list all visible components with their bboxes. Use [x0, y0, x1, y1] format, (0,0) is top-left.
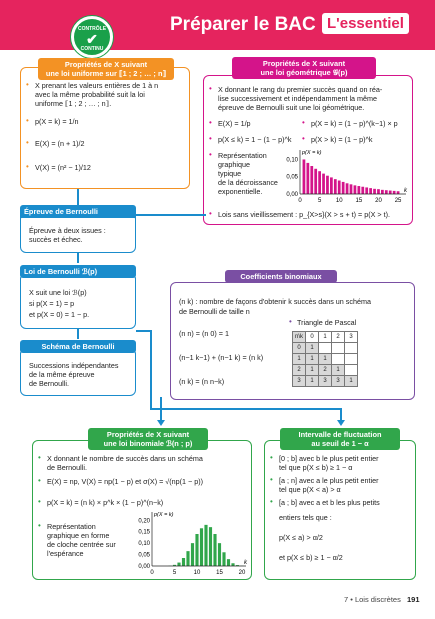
- pascal-cell: 1: [306, 365, 319, 376]
- pascal-cell: 2: [319, 365, 332, 376]
- page-number: 191: [407, 595, 420, 604]
- geo-line1: X donnant le rang du premier succès quand on réa-: [218, 85, 383, 94]
- badge-top-text: CONTRÔLE: [77, 26, 107, 32]
- coef-f3: (n k) = (n n−k): [179, 377, 225, 386]
- schema-box: [20, 348, 136, 396]
- chart-bar: [346, 183, 349, 194]
- y-tick-label: 0,10: [286, 157, 298, 164]
- coef-heading: Coefficients binomiaux: [225, 270, 337, 283]
- binom-box: • X donnant le nombre de succès dans un schéma de Bernoulli. • E(X) = np, V(X) = np(1 − p) et σ(X) = √(np(1 − p)) • p(X = k) = (n k) × p^k × (1 − p)^(n−k) • Représentation graphique en forme de cloche centrée sur l'espérance: [32, 440, 252, 580]
- pascal-cell: 0: [293, 343, 306, 354]
- chart-bar: [377, 189, 380, 194]
- chart-bar: [397, 191, 400, 194]
- geo-r4: de la décroissance: [218, 178, 278, 187]
- pascal-cell: 1: [306, 343, 319, 354]
- page-title: Préparer le BAC: [170, 14, 316, 35]
- binom-heading: Propriétés de X suivant une loi binomiale ℬ(n ; p): [88, 428, 208, 450]
- chart-bar: [195, 534, 198, 566]
- fluct-line1: [0 ; b] avec b le plus petit entier: [279, 454, 379, 463]
- connector: [136, 330, 152, 332]
- y-tick-label: 0,00: [286, 192, 298, 198]
- chart-bar: [231, 563, 234, 566]
- geo-r3: typique: [218, 169, 242, 178]
- chart-bar: [361, 187, 364, 194]
- chart-bar: [318, 171, 321, 194]
- pascal-cell: 3: [319, 376, 332, 387]
- chart-bar: [381, 190, 384, 194]
- binom-line2: de Bernoulli.: [47, 463, 87, 472]
- x-tick-label: 15: [355, 198, 363, 204]
- chart-bar: [334, 179, 337, 194]
- loib-line3: et p(X = 0) = 1 − p.: [29, 310, 90, 319]
- chart-bar: [303, 159, 306, 194]
- epreuve-heading: Épreuve de Bernoulli: [20, 205, 136, 218]
- pascal-cell: 3: [293, 376, 306, 387]
- coef-line1: (n k) : nombre de façons d'obtenir k succès dans un schéma: [179, 297, 371, 306]
- pascal-cell: 1: [345, 376, 358, 387]
- pascal-cell: 2: [332, 332, 345, 343]
- coef-f1: (n n) = (n 0) = 1: [179, 329, 229, 338]
- chart-bar: [357, 186, 360, 194]
- pascal-table: [292, 331, 358, 387]
- y-axis-label: p(X = k): [154, 512, 174, 518]
- pascal-title: Triangle de Pascal: [297, 318, 357, 327]
- coef-box: (n k) : nombre de façons d'obtenir k succès dans un schéma de Bernoulli de taille n (n n) = (n 0) = 1 (n−1 k−1) + (n−1 k) = (n k) (n k) = (n n−k) • Triangle de Pascal: [170, 282, 415, 400]
- binom-r4: l'espérance: [47, 549, 84, 558]
- controle-continu-badge: [71, 16, 113, 58]
- pascal-cell: 3: [332, 376, 345, 387]
- chart-bar: [213, 534, 216, 566]
- schema-heading: Schéma de Bernoulli: [20, 340, 136, 353]
- loib-line2: si p(X = 1) = p: [29, 299, 75, 308]
- x-tick-label: 20: [375, 198, 382, 204]
- geo-r2: graphique: [218, 160, 250, 169]
- schema-line3: de Bernoulli.: [29, 379, 69, 388]
- connector: [77, 329, 79, 339]
- geo-r1: Représentation: [218, 151, 267, 160]
- pascal-cell: 1: [306, 376, 319, 387]
- arrow-down-icon: [157, 420, 165, 426]
- x-tick-label: 25: [394, 198, 402, 204]
- y-tick-label: 0,20: [138, 518, 150, 525]
- x-axis-label: k: [404, 188, 407, 194]
- chart-bar: [222, 552, 225, 566]
- fluct-line4: tel que p(X < a) > α: [279, 485, 341, 494]
- chart-bar: [342, 182, 345, 194]
- epreuve-box: [20, 213, 136, 253]
- chart-bar: [393, 191, 396, 194]
- uniforme-line3: uniforme ⟦1 ; 2 ; … ; n⟧.: [35, 99, 112, 108]
- chart-bar: [322, 174, 325, 194]
- pascal-cell: 0: [306, 332, 319, 343]
- y-tick-label: 0,05: [286, 174, 298, 181]
- y-tick-label: 0,15: [138, 529, 150, 536]
- fluct-line7: p(X ≤ a) > α/2: [279, 533, 323, 542]
- x-tick-label: 0: [150, 570, 154, 576]
- fluct-line5: [a ; b] avec a et b les plus petits: [279, 498, 380, 507]
- loib-line1: X suit une loi ℬ(p): [29, 288, 87, 297]
- x-tick-label: 10: [193, 570, 201, 576]
- chart-bar: [177, 563, 180, 566]
- binom-e: E(X) = np, V(X) = np(1 − p) et σ(X) = √(np(1 − p)): [47, 477, 203, 486]
- coef-f2: (n−1 k−1) + (n−1 k) = (n k): [179, 353, 264, 362]
- chart-bar: [338, 181, 341, 194]
- chapter-label: 7 • Lois discrètes: [344, 595, 401, 604]
- uniforme-v: V(X) = (n² − 1)/12: [35, 163, 91, 172]
- binomial-distribution-chart: [130, 510, 250, 578]
- connector: [136, 214, 206, 216]
- chart-bar: [373, 189, 376, 194]
- chart-bar: [389, 191, 392, 194]
- chart-bar: [306, 163, 309, 194]
- binom-line1: X donnant le nombre de succès dans un schéma: [47, 454, 203, 463]
- connector: [77, 189, 79, 205]
- pascal-cell: 1: [332, 365, 345, 376]
- pascal-cell: 1: [319, 332, 332, 343]
- schema-line2: de la même épreuve: [29, 370, 95, 379]
- pascal-cell: [345, 354, 358, 365]
- chart-bar: [330, 177, 333, 194]
- geo-le: p(X ≤ k) = 1 − (1 − p)^k: [218, 135, 292, 144]
- geo-line2: lise successivement et indépendamment la même: [218, 94, 377, 103]
- geometrique-heading: Propriétés de X suivant une loi géométrique 𝒢(p): [232, 57, 376, 79]
- geo-gt: p(X > k) = (1 − p)^k: [311, 135, 373, 144]
- chart-bar: [385, 190, 388, 194]
- geometrique-box: • X donnant le rang du premier succès quand on réa- lise successivement et indépendamment la même épreuve de Bernoulli suit une loi géométrique. • E(X) = 1/p • p(X = k) = (1 − p)^(k−1) × p • p(X ≤ k) = 1 − (1 − p)^k • p(X > k) = (1 − p)^k • Représentation graphique typique de la décroissance exponentielle. • Lois sans vieillissement : p_{X>s}(X > s + t) = p(X > t).: [203, 75, 413, 225]
- x-tick-label: 0: [298, 198, 302, 204]
- fluct-line6: entiers tels que :: [279, 513, 332, 522]
- pascal-cell: 1: [293, 354, 306, 365]
- fluct-heading: Intervalle de fluctuation au seuil de 1 − α: [280, 428, 400, 450]
- x-tick-label: 15: [216, 570, 223, 576]
- y-tick-label: 0,00: [138, 564, 150, 570]
- uniforme-p: p(X = k) = 1/n: [35, 117, 79, 126]
- uniforme-box: • X prenant les valeurs entières de 1 à n avec la même probabilité suit la loi uniforme ⟦1 ; 2 ; … ; n⟧. • p(X = k) = 1/n • E(X) = (n + 1)/2 • V(X) = (n² − 1)/12: [20, 67, 190, 189]
- loib-heading: Loi de Bernoulli ℬ(p): [20, 265, 136, 278]
- x-tick-label: 20: [238, 570, 246, 576]
- chart-bar: [314, 169, 317, 194]
- geometric-distribution-chart: [282, 146, 412, 206]
- loib-box: [20, 273, 136, 329]
- fluct-box: • [0 ; b] avec b le plus petit entier tel que p(X ≤ b) ≥ 1 − α • [a ; n] avec a le plus petit entier tel que p(X < a) > α • [a ; b] avec a et b les plus petits entiers tels que : p(X ≤ a) > α/2 et p(X ≤ b) ≥ 1 − α/2: [264, 440, 416, 580]
- badge-bottom-text: CONTINU: [80, 46, 104, 52]
- connector: [150, 330, 152, 410]
- x-tick-label: 10: [335, 198, 343, 204]
- chart-bar: [365, 187, 368, 194]
- pascal-cell: [345, 365, 358, 376]
- geo-pk: p(X = k) = (1 − p)^(k−1) × p: [311, 119, 398, 128]
- epreuve-line2: succès et échec.: [29, 235, 83, 244]
- pascal-cell: [345, 343, 358, 354]
- coef-line2: de Bernoulli de taille n: [179, 307, 250, 316]
- x-axis-label: k: [244, 560, 247, 566]
- pascal-cell: 1: [306, 354, 319, 365]
- chart-bar: [186, 551, 189, 566]
- x-tick-label: 5: [172, 570, 177, 576]
- y-tick-label: 0,05: [138, 552, 150, 559]
- chart-bar: [354, 185, 357, 194]
- arrow-down-icon: [337, 420, 345, 426]
- uniforme-line1: X prenant les valeurs entières de 1 à n: [35, 81, 159, 90]
- binom-r1: Représentation: [47, 522, 96, 531]
- uniforme-heading: Propriétés de X suivant une loi uniforme sur ⟦1 ; 2 ; … ; n⟧: [38, 58, 174, 80]
- chart-bar: [369, 188, 372, 194]
- fluct-line2: tel que p(X ≤ b) ≥ 1 − α: [279, 463, 353, 472]
- connector: [150, 408, 340, 410]
- pascal-cell: [332, 354, 345, 365]
- y-axis-label: p(X = k): [302, 150, 322, 156]
- pascal-cell: 1: [319, 354, 332, 365]
- pascal-corner: n\k: [293, 332, 306, 343]
- geo-memo: Lois sans vieillissement : p_{X>s}(X > s + t) = p(X > t).: [218, 210, 390, 219]
- pascal-cell: 2: [293, 365, 306, 376]
- chart-bar: [350, 184, 353, 194]
- connector: [160, 397, 162, 421]
- x-tick-label: 5: [317, 198, 322, 204]
- chart-bar: [326, 176, 329, 194]
- chart-bar: [310, 166, 313, 194]
- y-tick-label: 0,10: [138, 541, 150, 548]
- binom-p: p(X = k) = (n k) × p^k × (1 − p)^(n−k): [47, 498, 164, 507]
- essentiel-tag: L'essentiel: [322, 13, 409, 34]
- chart-bar: [218, 543, 221, 566]
- geo-e: E(X) = 1/p: [218, 119, 251, 128]
- uniforme-line2: avec la même probabilité suit la loi: [35, 90, 145, 99]
- chart-bar: [200, 528, 203, 566]
- pascal-cell: [332, 343, 345, 354]
- epreuve-line1: Épreuve à deux issues :: [29, 226, 106, 235]
- fluct-line3: [a ; n] avec a le plus petit entier: [279, 476, 379, 485]
- geo-r5: exponentielle.: [218, 187, 263, 196]
- schema-line1: Successions indépendantes: [29, 361, 119, 370]
- fluct-line8: et p(X ≤ b) ≥ 1 − α/2: [279, 553, 343, 562]
- geo-line3: épreuve de Bernoulli suit une loi géométrique.: [218, 103, 365, 112]
- uniforme-e: E(X) = (n + 1)/2: [35, 139, 85, 148]
- pascal-cell: 3: [345, 332, 358, 343]
- chart-bar: [182, 558, 185, 566]
- chart-bar: [204, 525, 207, 566]
- check-icon: ✔: [86, 31, 98, 47]
- binom-r3: de cloche centrée sur: [47, 540, 116, 549]
- chart-bar: [209, 527, 212, 566]
- binom-r2: graphique en forme: [47, 531, 110, 540]
- connector: [77, 253, 79, 263]
- pascal-cell: [319, 343, 332, 354]
- chart-bar: [191, 543, 194, 566]
- chart-bar: [227, 559, 230, 566]
